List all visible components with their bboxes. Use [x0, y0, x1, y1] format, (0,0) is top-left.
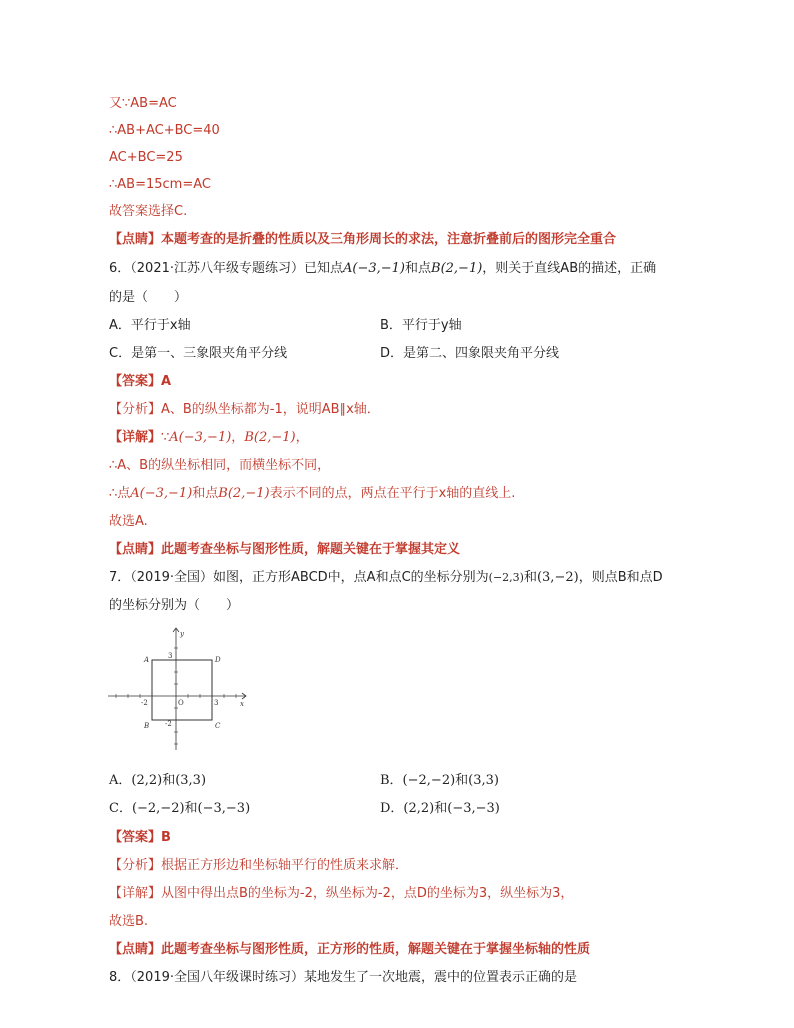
q6-detail-point-b: B(2,−1) [244, 430, 296, 445]
q6-option-d[interactable]: D．是第二、四象限夹角平分线 [380, 346, 560, 361]
vertex-a-label: A [144, 656, 150, 664]
q6-stem-b: ，则关于直线AB的描述，正确 [482, 261, 657, 276]
q6-detail-label: 【详解】 [109, 430, 162, 445]
q6-point-a: A(−3,−1) [343, 261, 406, 276]
q6-analysis: 【分析】A、B的纵坐标都为-1，说明AB∥x轴． [109, 402, 380, 417]
square-coordinate-figure [104, 622, 254, 752]
q6-stem-a: 已知点 [304, 261, 344, 276]
q6-option-b[interactable]: B．平行于y轴 [380, 318, 462, 333]
q6-choose: 故选A. [109, 514, 148, 529]
q7-comment: 【点睛】此题考查坐标与图形性质，正方形的性质，解题关键在于掌握坐标轴的性质 [109, 942, 591, 957]
q6-detail [109, 429, 309, 447]
q6-source: （2021·江苏八年级专题练习） [130, 261, 304, 276]
prev-line-3: AC+BC=25 [109, 150, 183, 165]
q6-number: 6． [109, 261, 131, 276]
q7-option-b[interactable]: B．(−2,−2)和(3,3) [380, 773, 499, 788]
q7-stem-line-1 [109, 569, 663, 587]
tick-label-y-3: 3 [168, 652, 173, 660]
q6-detail-sep: ， [231, 430, 245, 445]
square-abcd [152, 660, 212, 720]
q7-source: （2019·全国） [130, 570, 213, 585]
q6-detail-line-2: ∴A、B的纵坐标相同，而横坐标不同， [109, 458, 331, 473]
q7-stem-a: 如图，正方形ABCD中，点A和点C的坐标分别为 [213, 570, 489, 585]
q6-line3-a: ∴点 [109, 486, 131, 501]
q7-stem-b: ，则点B和点D [578, 570, 663, 585]
prev-line-1: 又∵AB=AC [109, 96, 177, 111]
q7-number: 7． [109, 570, 131, 585]
prev-line-4: ∴AB=15cm=AC [109, 177, 211, 192]
q6-option-c[interactable]: C．是第一、三象限夹角平分线 [109, 346, 288, 361]
q7-and: 和 [523, 570, 537, 585]
q6-stem-line-2: 的是（ ） [109, 290, 188, 305]
q6-comment: 【点睛】此题考查坐标与图形性质，解题关键在于掌握其定义 [109, 542, 461, 557]
prev-line-2: ∴AB+AC+BC=40 [109, 123, 220, 138]
q7-coord-c: (3,−2) [536, 570, 579, 585]
tick-label-x-3: 3 [214, 699, 219, 707]
q7-option-a[interactable]: A．(2,2)和(3,3) [109, 773, 207, 788]
q6-detail-end: ， [295, 430, 309, 445]
q6-line3-point-a: A(−3,−1) [130, 486, 193, 501]
y-axis-label: y [180, 630, 184, 638]
q7-stem-line-2: 的坐标分别为（ ） [109, 598, 240, 613]
q8-stem [109, 969, 577, 987]
q6-option-a[interactable]: A．平行于x轴 [109, 318, 191, 333]
vertex-d-label: D [215, 656, 221, 664]
q7-coord-a: (−2,3) [488, 571, 524, 584]
q6-line3-b: 表示不同的点，两点在平行于x轴的直线上. [269, 486, 516, 501]
q6-stem-line-1 [109, 260, 656, 278]
prev-line-5: 故答案选择C. [109, 204, 188, 219]
q6-detail-line-3 [109, 485, 515, 503]
tick-label-y-minus-2: -2 [165, 720, 172, 728]
q6-line3-and: 和点 [192, 486, 219, 501]
prev-comment: 【点睛】本题考查的是折叠的性质以及三角形周长的求法，注意折叠前后的图形完全重合 [109, 232, 617, 247]
q6-detail-point-a: A(−3,−1) [169, 430, 232, 445]
tick-label-x-minus-2: -2 [141, 699, 148, 707]
q6-and: 和点 [405, 261, 432, 276]
q6-answer: 【答案】A [109, 374, 172, 389]
q8-text: （2019·全国八年级课时练习）某地发生了一次地震，震中的位置表示正确的是 [130, 970, 577, 985]
q7-option-d[interactable]: D．(2,2)和(−3,−3) [380, 801, 500, 816]
q7-choose: 故选B. [109, 914, 149, 929]
q7-detail: 【详解】从图中得出点B的坐标为-2，纵坐标为-2，点D的坐标为3，纵坐标为3， [109, 886, 574, 901]
vertex-c-label: C [215, 722, 221, 730]
q6-line3-point-b: B(2,−1) [218, 486, 270, 501]
q7-option-c[interactable]: C．(−2,−2)和(−3,−3) [109, 801, 251, 816]
origin-label: O [178, 699, 184, 707]
q7-analysis: 【分析】根据正方形边和坐标轴平行的性质来求解． [109, 858, 409, 873]
q6-detail-because: ∵ [161, 430, 170, 445]
q7-answer: 【答案】B [109, 830, 171, 845]
q6-point-b: B(2,−1) [431, 261, 483, 276]
q8-number: 8． [109, 970, 131, 985]
vertex-b-label: B [144, 722, 150, 730]
x-axis-label: x [240, 700, 244, 708]
